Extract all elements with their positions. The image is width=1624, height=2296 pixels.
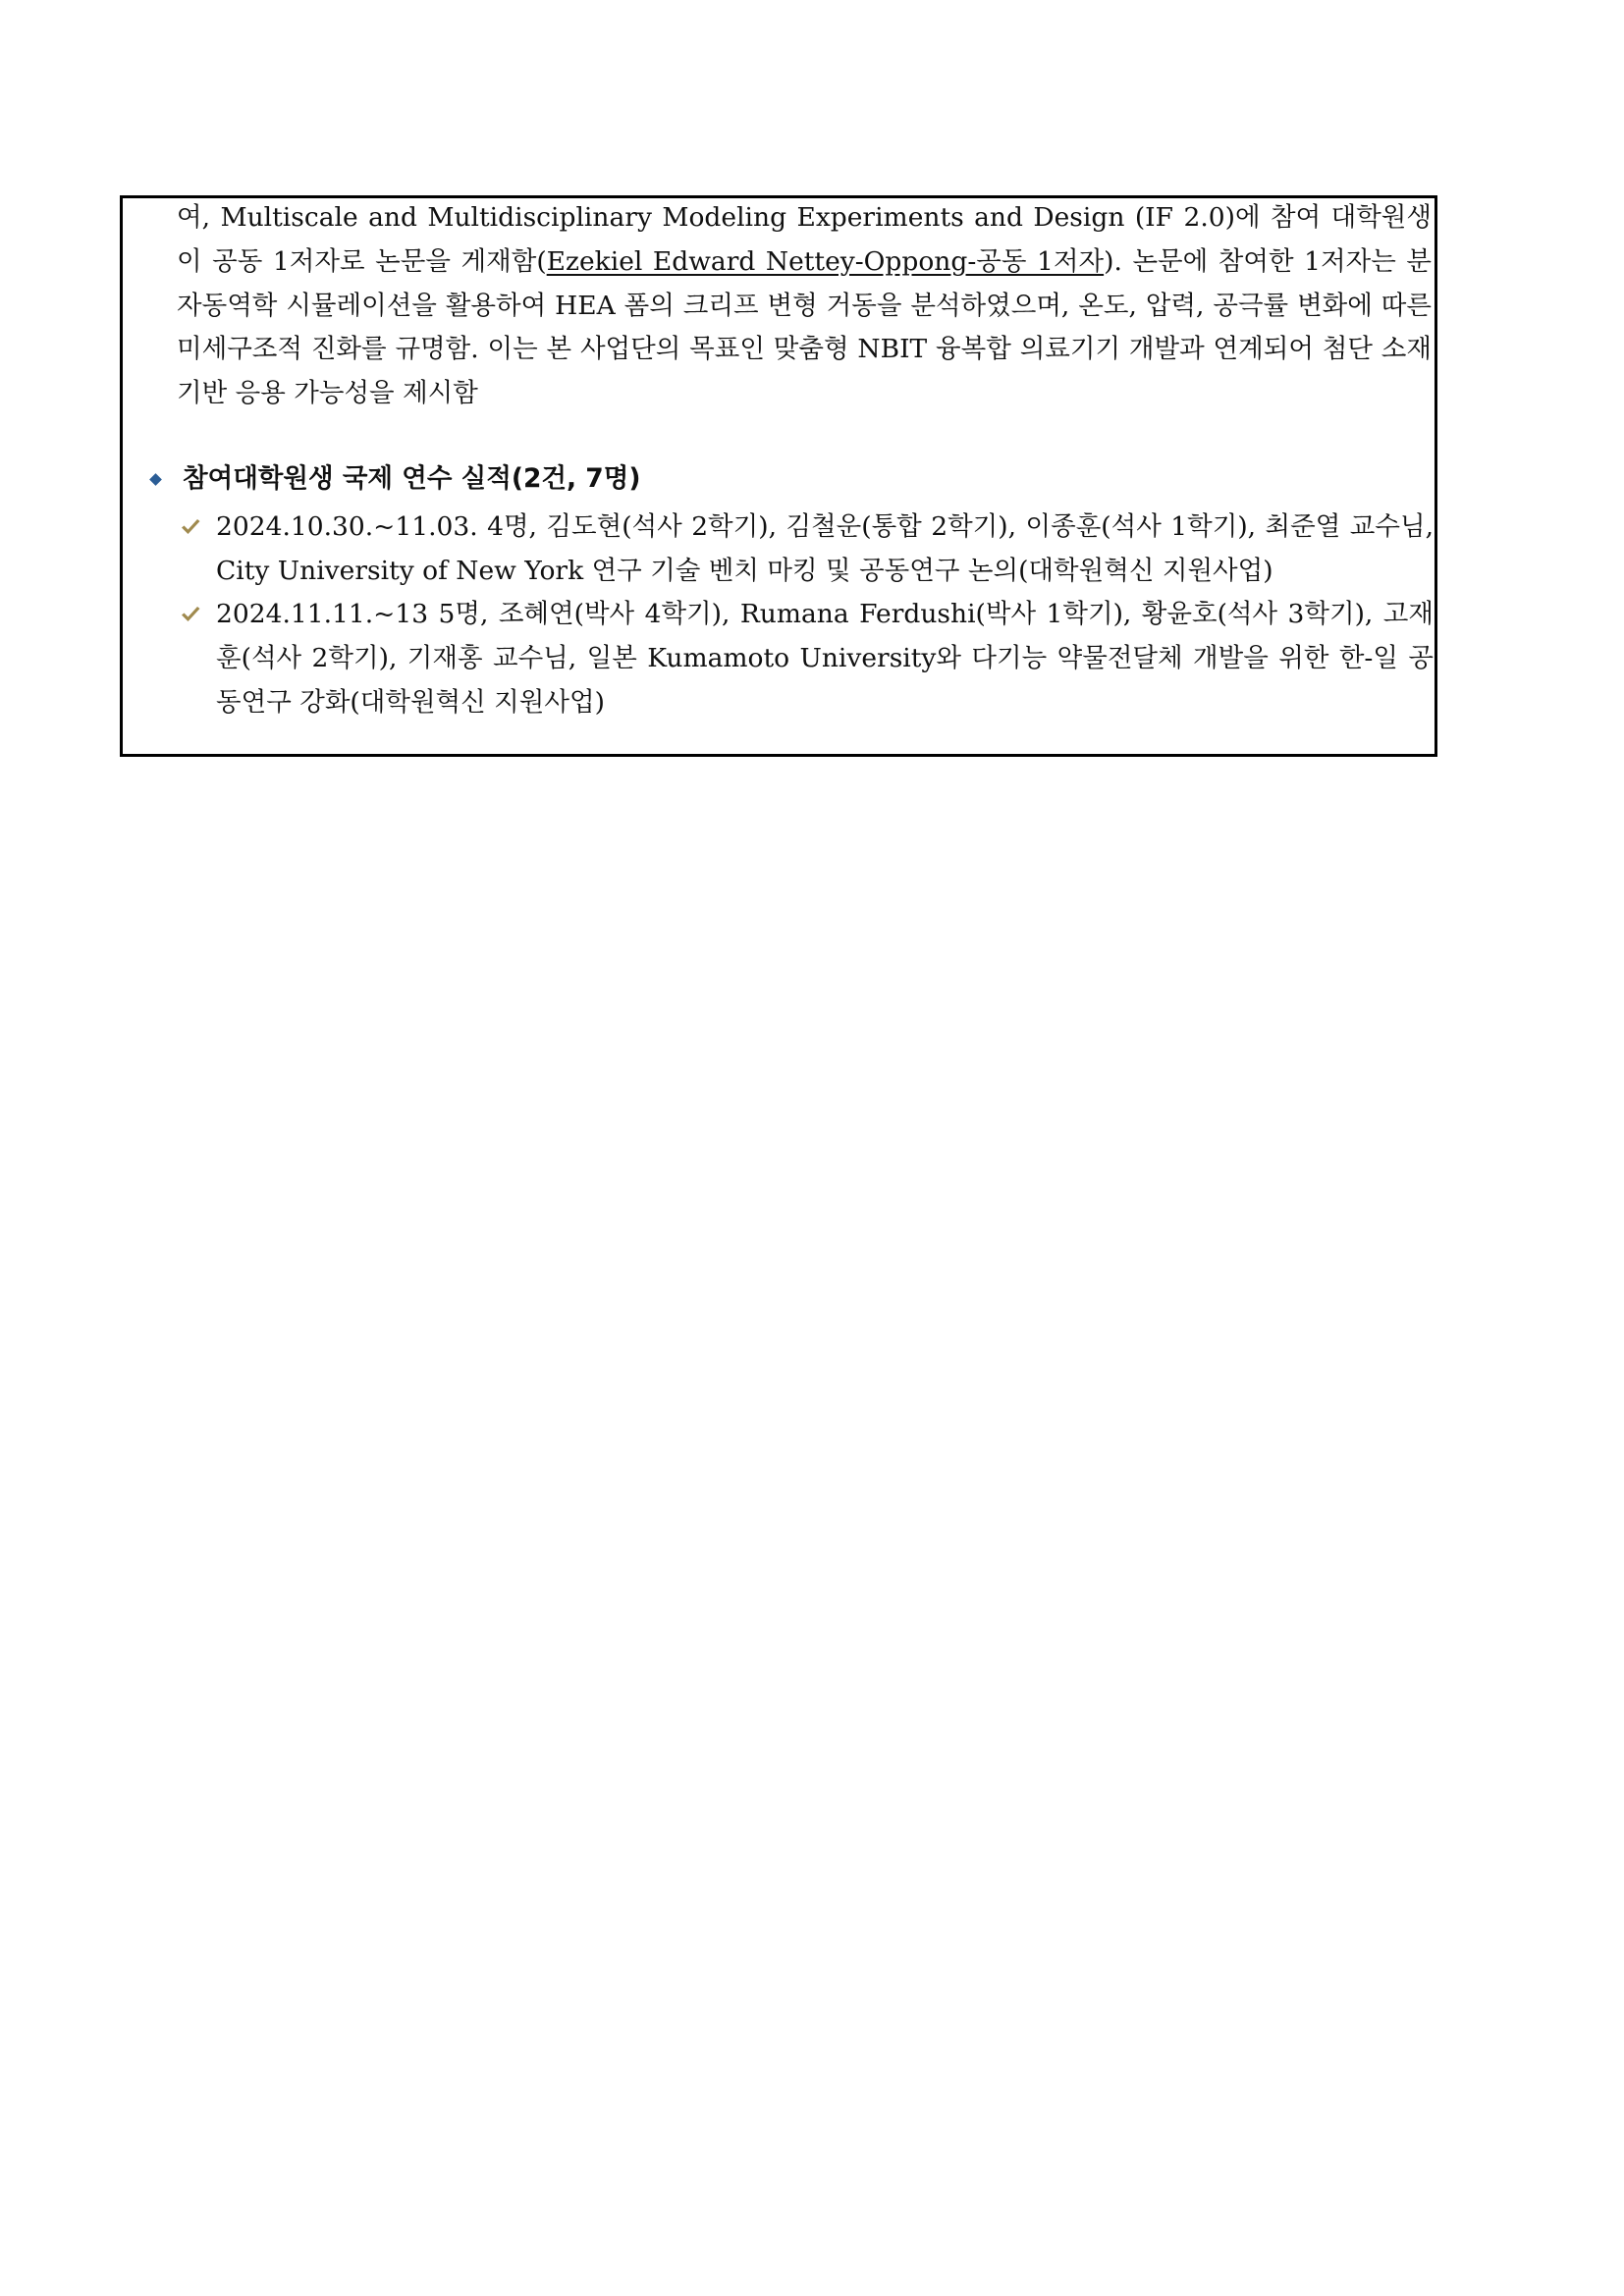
- training-list: [147, 506, 1434, 725]
- list-item-text: 2024.11.11.~13 5명, 조혜연(박사 4학기), Rumana Ferdushi(박사 1학기), 황윤호(석사 3학기), 고재훈(석사 2학기), 기재홍 교수님, 일본 Kumamoto University와 다기능 약물전달체 개발을 위한 한-일 공동연구 강화(대학원혁신 지원사업): [216, 599, 1434, 718]
- paragraph-block: [177, 196, 1432, 416]
- list-item: [147, 593, 1434, 724]
- check-icon: [179, 603, 202, 626]
- paragraph-part2: ). 논문에 참여한 1저자는 분자동역학 시뮬레이션을 활용하여 HEA 폼의 크리프 변형 거동을 분석하였으며, 온도, 압력, 공극률 변화에 따른 미세구조적 진화를 규명함. 이는 본 사업단의 목표인 맞춤형 NBIT 융복합 의료기기 개발과 연계되어 첨단 소재 기반 응용 가능성을 제시함: [177, 245, 1432, 409]
- underlined-author: Ezekiel Edward Nettey-Oppong-공동 1저자: [546, 245, 1105, 277]
- list-item: [147, 506, 1434, 594]
- research-paragraph: [177, 196, 1432, 416]
- training-section: [147, 457, 1434, 725]
- section-title: [147, 457, 1434, 502]
- paragraph-part1: 여, Multiscale and Multidisciplinary Modeling Experiments and Design (IF 2.0)에 참여 대학원생이 공동 1저자로 논문을 게재함(: [177, 202, 1432, 277]
- section-title-text: 참여대학원생 국제 연수 실적(2건, 7명): [183, 463, 641, 494]
- check-icon: [179, 515, 202, 539]
- list-item-text: 2024.10.30.~11.03. 4명, 김도현(석사 2학기), 김철운(통합 2학기), 이종훈(석사 1학기), 최준열 교수님, City University of New York 연구 기술 벤치 마킹 및 공동연구 논의(대학원혁신 지원사업): [216, 510, 1434, 586]
- diamond-icon: [149, 473, 162, 486]
